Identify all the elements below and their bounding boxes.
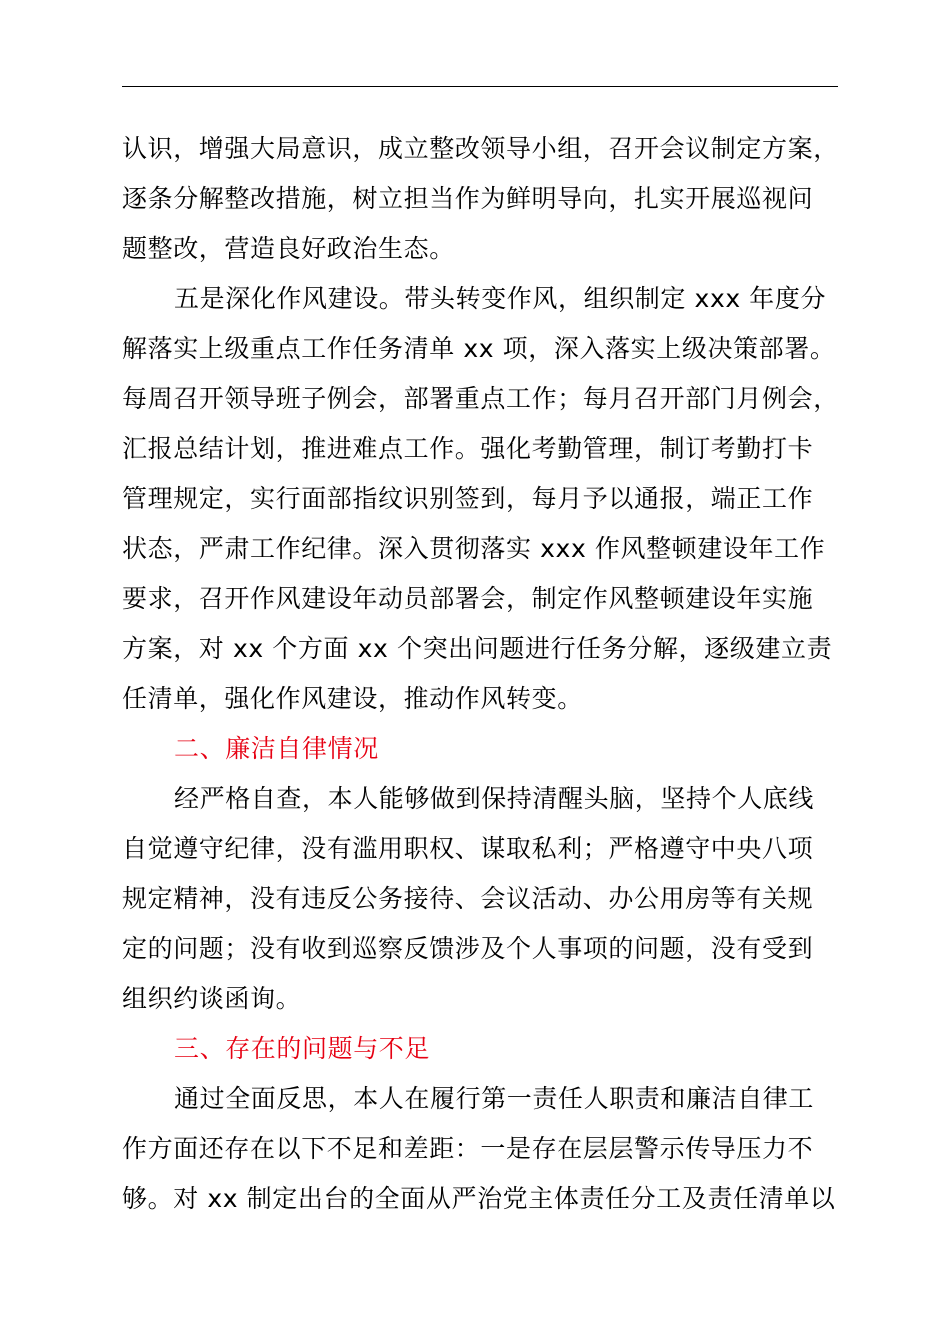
paragraph-line: 题整改，营造良好政治生态。 xyxy=(122,234,455,263)
paragraph-line: 五是深化作风建设。带头转变作风，组织制定 xxx 年度分 xyxy=(174,284,827,313)
paragraph-line: 要求，召开作风建设年动员部署会，制定作风整顿建设年实施 xyxy=(122,584,814,613)
section-heading-integrity: 二、廉洁自律情况 xyxy=(174,734,379,763)
paragraph-line: 自觉遵守纪律，没有滥用职权、谋取私利；严格遵守中央八项 xyxy=(122,834,814,863)
paragraph-line: 通过全面反思，本人在履行第一责任人职责和廉洁自律工 xyxy=(174,1084,815,1113)
paragraph-line: 逐条分解整改措施，树立担当作为鲜明导向，扎实开展巡视问 xyxy=(122,184,814,213)
paragraph-line: 管理规定，实行面部指纹识别签到，每月予以通报，端正工作 xyxy=(122,484,814,513)
paragraph-line: 经严格自查，本人能够做到保持清醒头脑，坚持个人底线 xyxy=(174,784,815,813)
section-heading-problems: 三、存在的问题与不足 xyxy=(174,1034,431,1063)
paragraph-line: 方案，对 xx 个方面 xx 个突出问题进行任务分解，逐级建立责 xyxy=(122,634,833,663)
paragraph-line: 状态，严肃工作纪律。深入贯彻落实 xxx 作风整顿建设年工作 xyxy=(122,534,826,563)
paragraph-line: 组织约谈函询。 xyxy=(122,984,302,1013)
paragraph-line: 定的问题；没有收到巡察反馈涉及个人事项的问题，没有受到 xyxy=(122,934,814,963)
paragraph-line: 解落实上级重点工作任务清单 xx 项，深入落实上级决策部署。 xyxy=(122,334,836,363)
paragraph-line: 每周召开领导班子例会，部署重点工作；每月召开部门月例会， xyxy=(122,384,839,413)
paragraph-line: 汇报总结计划，推进难点工作。强化考勤管理，制订考勤打卡 xyxy=(122,434,814,463)
header-rule xyxy=(122,86,838,87)
paragraph-line: 任清单，强化作风建设，推动作风转变。 xyxy=(122,684,583,713)
paragraph-line: 够。对 xx 制定出台的全面从严治党主体责任分工及责任清单以 xyxy=(122,1184,836,1213)
paragraph-line: 认识，增强大局意识，成立整改领导小组，召开会议制定方案， xyxy=(122,134,839,163)
paragraph-line: 作方面还存在以下不足和差距：一是存在层层警示传导压力不 xyxy=(122,1134,814,1163)
paragraph-line: 规定精神，没有违反公务接待、会议活动、办公用房等有关规 xyxy=(122,884,814,913)
